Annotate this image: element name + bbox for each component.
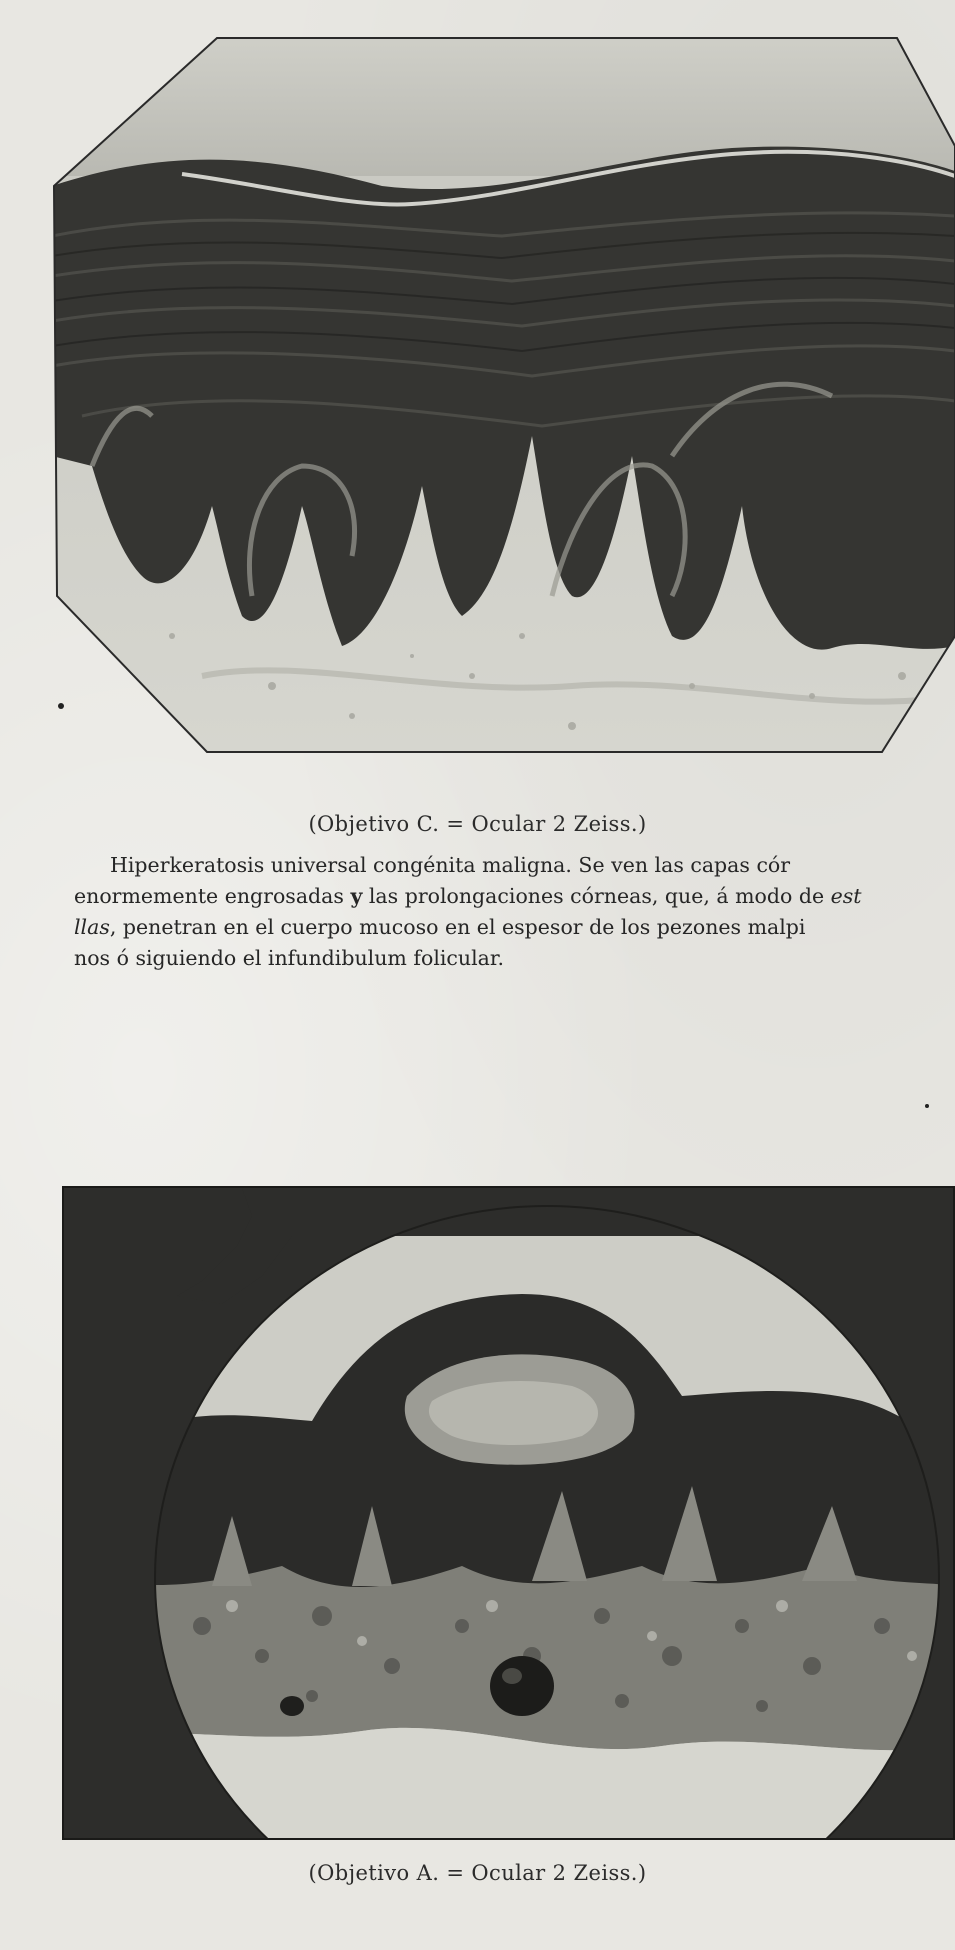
figure-bottom-caption: (Objetivo A. = Ocular 2 Zeiss.) — [308, 1861, 647, 1885]
micrograph-bottom — [62, 1186, 955, 1840]
figure-description — [74, 850, 955, 974]
ink-speck — [925, 1104, 929, 1108]
description-line-4: nos ó siguiendo el infundibulum folicular. — [74, 946, 504, 970]
description-line-3: llas, penetran en el cuerpo mucoso en el espesor de los pezones malpi — [74, 915, 806, 939]
ink-speck — [58, 703, 64, 709]
figure-top-caption: (Objetivo C. = Ocular 2 Zeiss.) — [308, 812, 647, 836]
description-line-2: enormemente engrosadas y las prolongaciones córneas, que, á modo de est — [74, 884, 862, 908]
micrograph-top — [52, 36, 955, 754]
description-line-1: Hiperkeratosis universal congénita maligna. Se ven las capas cór — [110, 853, 791, 877]
